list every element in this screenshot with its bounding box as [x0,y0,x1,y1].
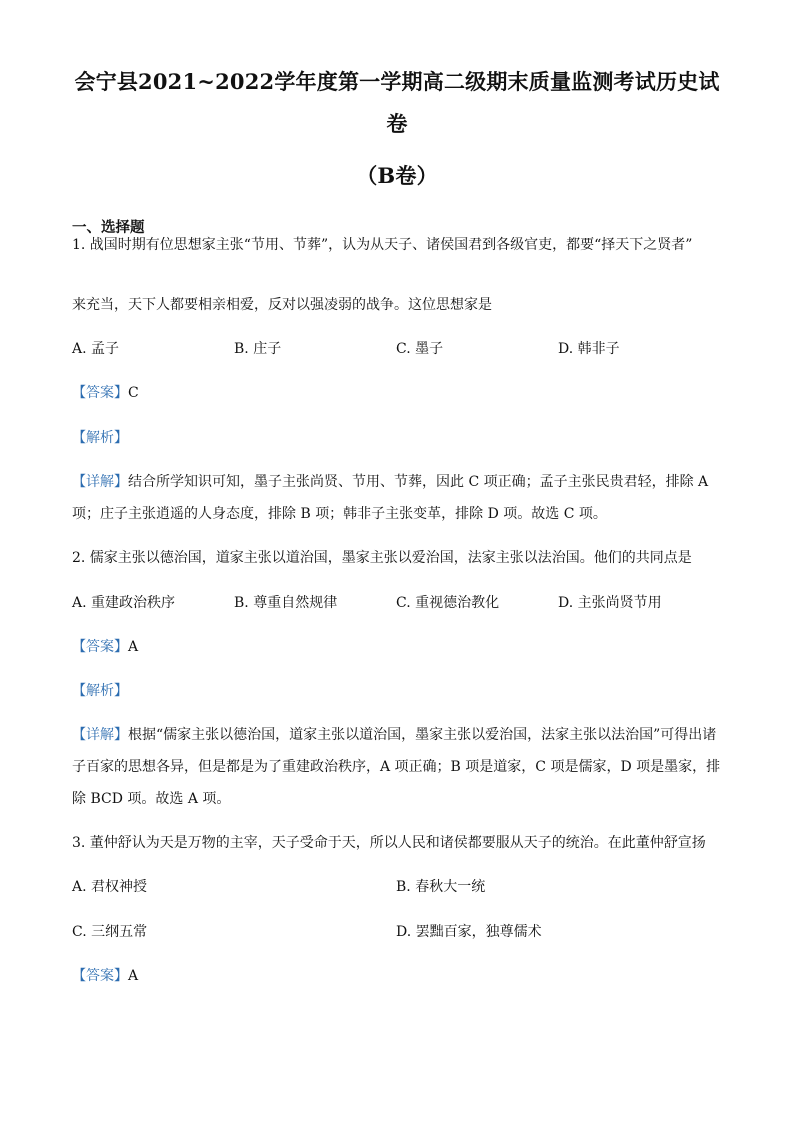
document-title-line2: 卷 [386,111,408,136]
q1-stem-line2: 来充当，天下人都要相亲相爱，反对以强凌弱的战争。这位思想家是 [72,297,492,313]
q2-analysis-label: 【解析】 [72,683,128,699]
q1-analysis [72,428,722,448]
q2-detail-line2: 子百家的思想各异，但是都是为了重建政治秩序，A 项正确；B 项是道家，C 项是儒家，D 项是墨家，排 [72,759,721,775]
q1-option-b: B. 庄子 [234,341,282,357]
q3-stem-line1: 3. 董仲舒认为天是万物的主宰，天子受命于天，所以人民和诸侯都要服从天子的统治。在此董仲舒宣扬 [72,835,706,851]
q2-analysis [72,681,722,701]
q2-detail-line1 [72,725,722,745]
q3-answer-label: 【答案】 [72,968,128,984]
q2-detail-line3: 除 BCD 项。故选 A 项。 [72,791,231,807]
q2-answer-label: 【答案】 [72,639,128,655]
q2-option-c: C. 重视德治教化 [396,595,500,611]
q3-option-a: A. 君权神授 [72,879,148,895]
q3-answer-value: A [128,968,139,984]
q2-detail-text1: 根据“儒家主张以德治国，道家主张以道治国，墨家主张以爱治国，法家主张以法治国”可得出诸 [128,727,717,743]
q1-option-a: A. 孟子 [72,341,120,357]
q1-option-d: D. 韩非子 [558,341,620,357]
q2-stem-line1: 2. 儒家主张以德治国，道家主张以道治国，墨家主张以爱治国，法家主张以法治国。他们的共同点是 [72,550,692,566]
q2-option-a: A. 重建政治秩序 [72,595,176,611]
q2-answer [72,637,722,657]
q2-option-d: D. 主张尚贤节用 [558,595,662,611]
q1-answer-label: 【答案】 [72,385,128,401]
q1-stem-line1: 1. 战国时期有位思想家主张“节用、节葬”，认为从天子、诸侯国君到各级官吏，都要“择天下之贤者” [72,237,693,253]
q1-option-c: C. 墨子 [396,341,444,357]
q3-option-b: B. 春秋大一统 [396,879,486,895]
q3-option-c: C. 三纲五常 [72,924,148,940]
q1-detail-text1: 结合所学知识可知，墨子主张尚贤、节用、节葬，因此 C 项正确；孟子主张民贵君轻，排除 A [128,474,709,490]
section-heading: 一、选择题 [72,219,145,236]
document-title-line1: 会宁县2021~2022学年度第一学期高二级期末质量监测考试历史试 [74,69,720,94]
q1-detail-line1 [72,472,722,492]
q1-detail-label: 【详解】 [72,474,128,490]
q1-detail-line2: 项；庄子主张逍遥的人身态度，排除 B 项；韩非子主张变革，排除 D 项。故选 C 项。 [72,506,607,522]
q1-answer-value: C [128,385,139,401]
q2-detail-label: 【详解】 [72,727,128,743]
q1-analysis-label: 【解析】 [72,430,128,446]
q3-answer [72,966,722,986]
q2-answer-value: A [128,639,139,655]
q2-option-b: B. 尊重自然规律 [234,595,338,611]
q1-answer [72,383,722,403]
document-subtitle: （B卷） [356,163,438,188]
q3-option-d: D. 罢黜百家，独尊儒术 [396,924,542,940]
